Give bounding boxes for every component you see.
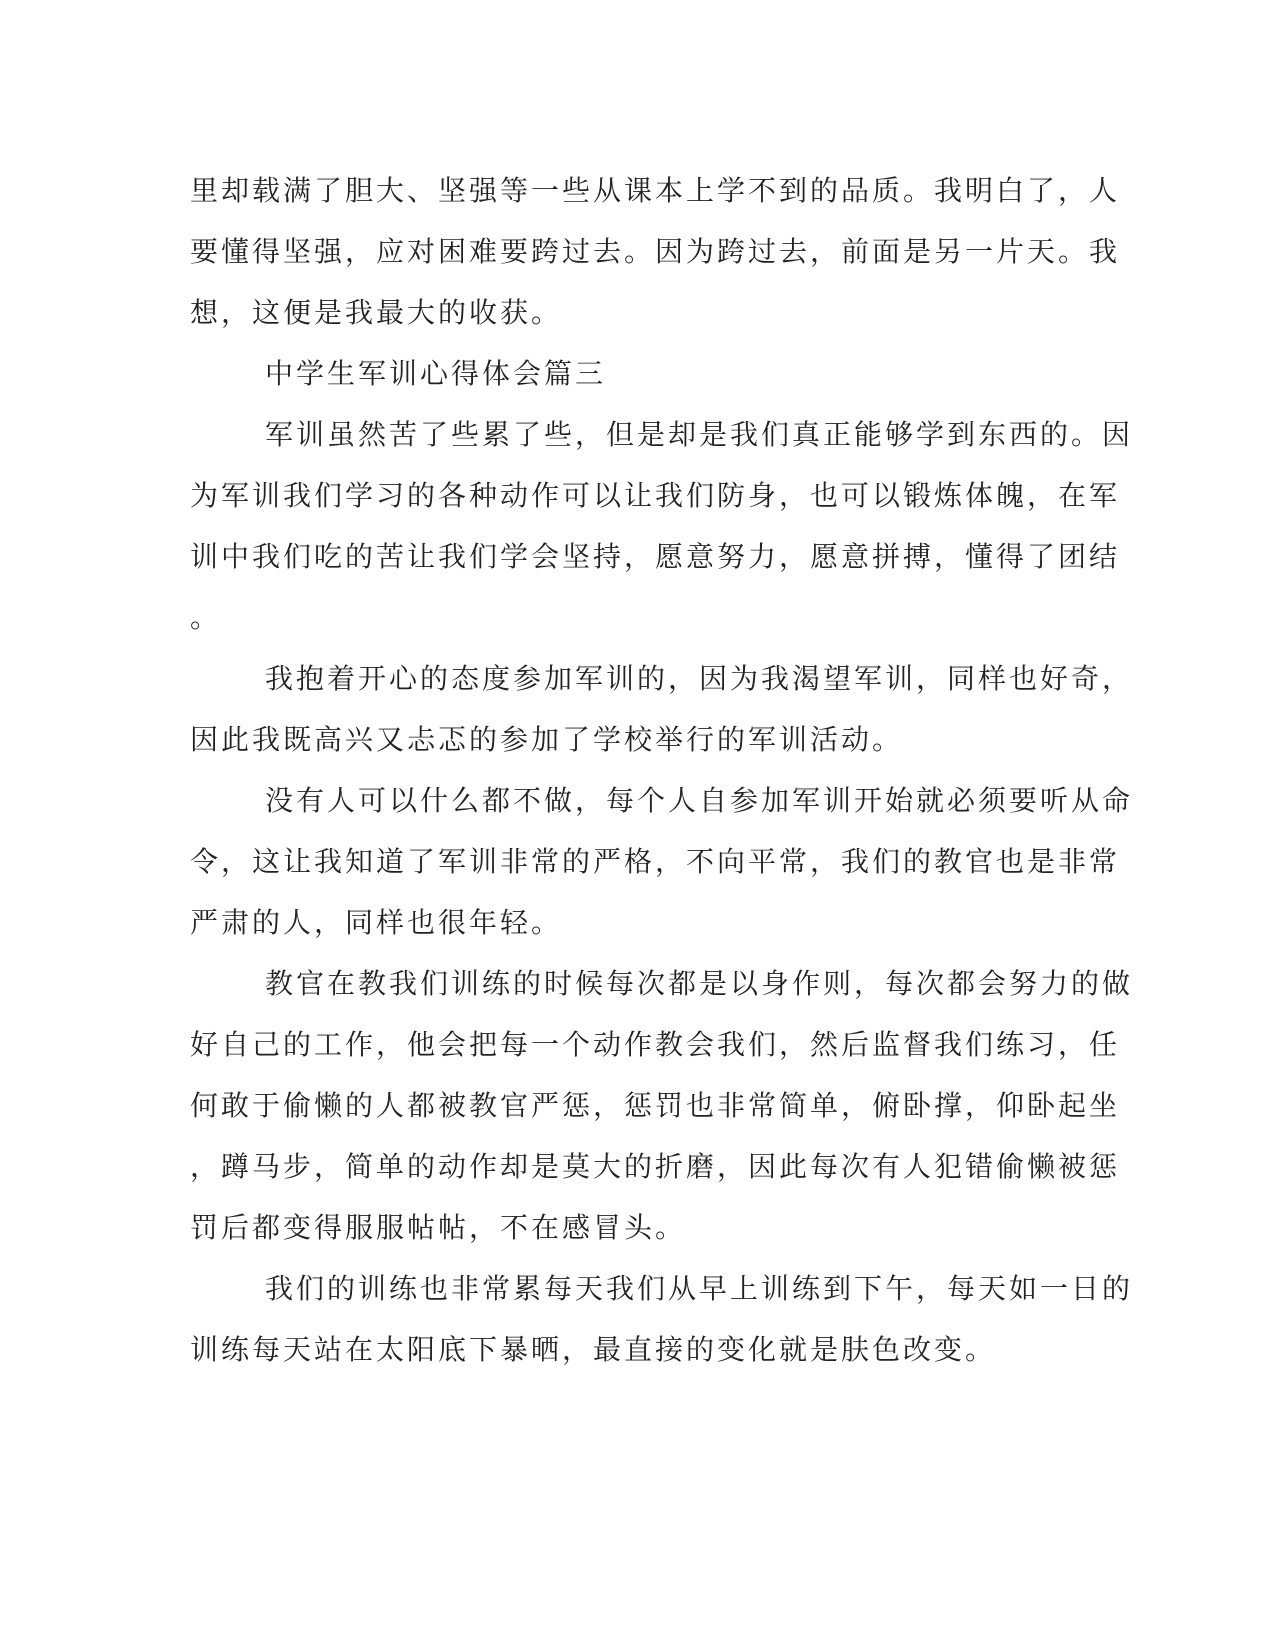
text-line: 里却载满了胆大、坚强等一些从课本上学不到的品质。我明白了，人 bbox=[190, 174, 1121, 207]
text-line: 要懂得坚强，应对困难要跨过去。因为跨过去，前面是另一片天。我 bbox=[190, 235, 1121, 268]
text-line: 我抱着开心的态度参加军训的，因为我渴望军训，同样也好奇， bbox=[265, 662, 1134, 695]
text-line: 。 bbox=[190, 601, 222, 634]
text-line: 训中我们吃的苦让我们学会坚持，愿意努力，愿意拼搏，懂得了团结 bbox=[190, 540, 1121, 573]
text-line: ，蹲马步，简单的动作却是莫大的折磨，因此每次有人犯错偷懒被惩 bbox=[190, 1150, 1121, 1183]
text-line: 没有人可以什么都不做，每个人自参加军训开始就必须要听从命 bbox=[265, 784, 1134, 817]
text-line: 严肃的人，同样也很年轻。 bbox=[190, 906, 563, 939]
text-line: 教官在教我们训练的时候每次都是以身作则，每次都会努力的做 bbox=[265, 967, 1134, 1000]
text-line: 好自己的工作，他会把每一个动作教会我们，然后监督我们练习，任 bbox=[190, 1028, 1121, 1061]
text-line: 何敢于偷懒的人都被教官严惩，惩罚也非常简单，俯卧撑，仰卧起坐 bbox=[190, 1089, 1121, 1122]
text-line: 令，这让我知道了军训非常的严格，不向平常，我们的教官也是非常 bbox=[190, 845, 1121, 878]
document-body bbox=[190, 160, 1134, 1380]
text-line: 为军训我们学习的各种动作可以让我们防身，也可以锻炼体魄，在军 bbox=[190, 479, 1121, 512]
text-line: 我们的训练也非常累每天我们从早上训练到下午，每天如一日的 bbox=[265, 1272, 1134, 1305]
text-line: 军训虽然苦了些累了些，但是却是我们真正能够学到东西的。因 bbox=[265, 418, 1134, 451]
text-line: 训练每天站在太阳底下暴晒，最直接的变化就是肤色改变。 bbox=[190, 1333, 997, 1366]
text-line: 罚后都变得服服帖帖，不在感冒头。 bbox=[190, 1211, 687, 1244]
text-line: 想，这便是我最大的收获。 bbox=[190, 296, 563, 329]
text-line: 因此我既高兴又忐忑的参加了学校举行的军训活动。 bbox=[190, 723, 904, 756]
section-heading: 中学生军训心得体会篇三 bbox=[265, 357, 607, 390]
